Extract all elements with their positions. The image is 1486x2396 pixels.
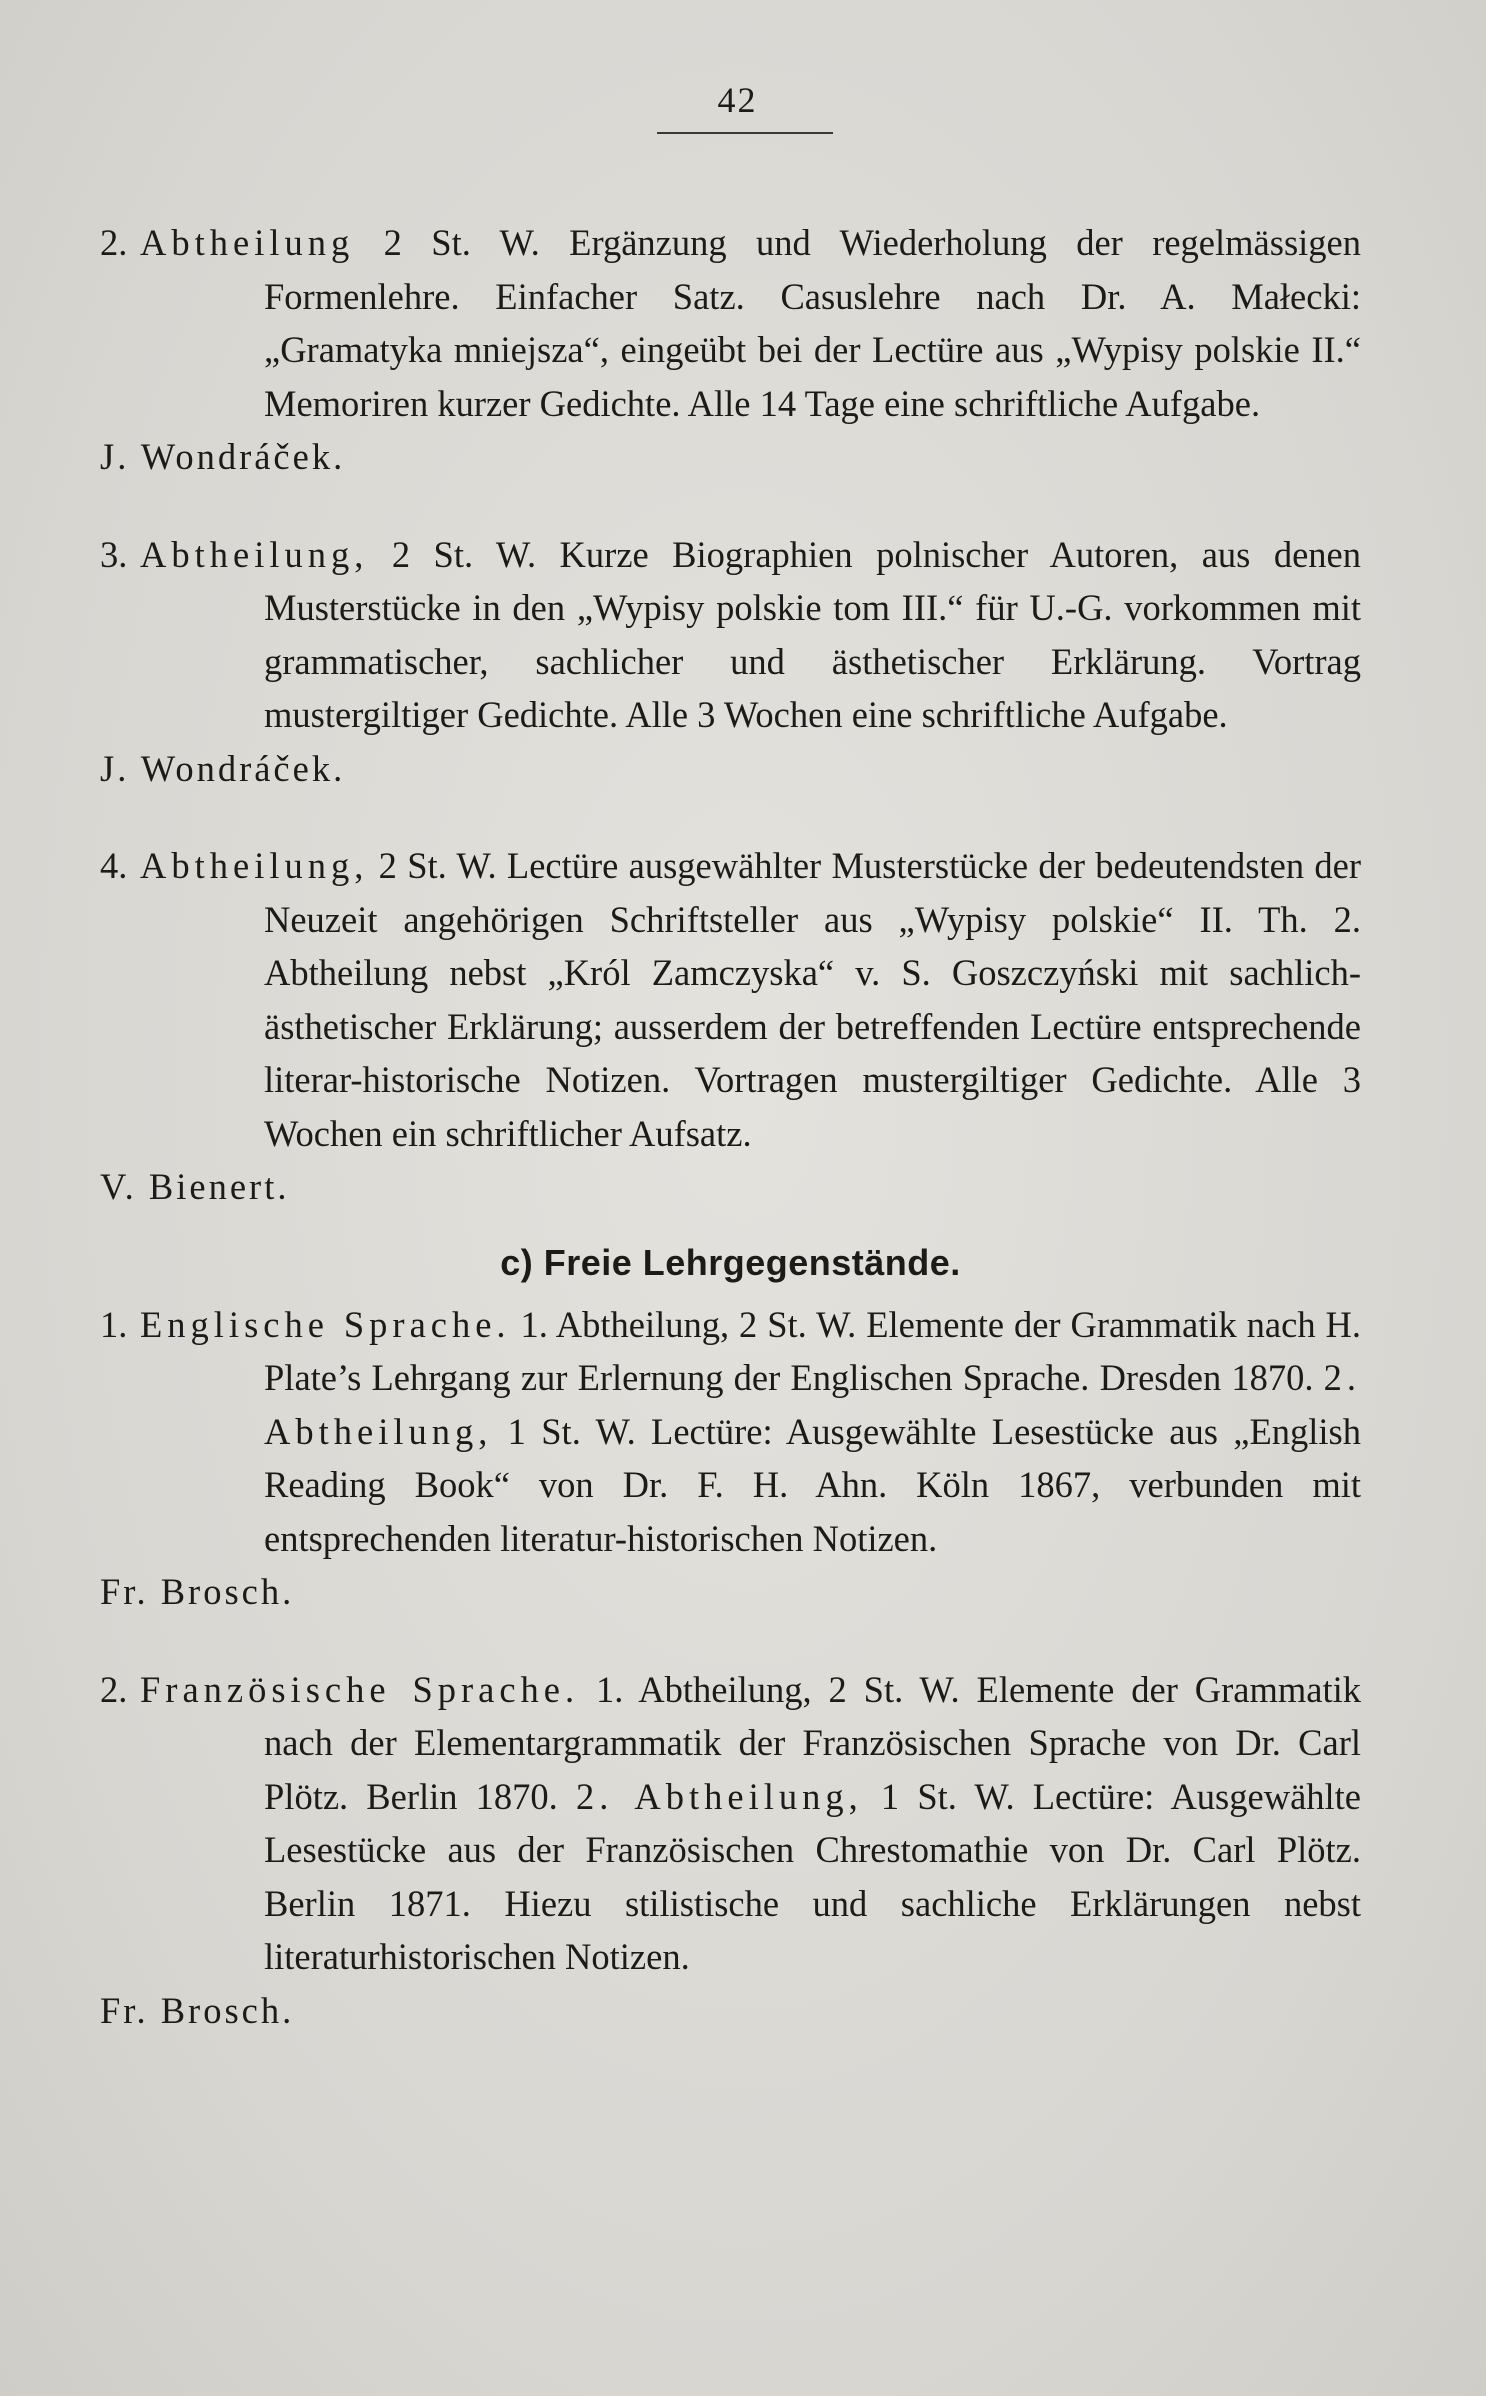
entry-subheading: 2. Abtheilung, (575, 1775, 863, 1817)
entry-signature: V. Bienert. (100, 1166, 290, 1207)
entry-number: 4. (100, 845, 128, 886)
entry-abtheilung-2 (100, 216, 1361, 484)
entry-heading: Französische Sprache. (140, 1668, 580, 1710)
entry-abtheilung-4 (100, 839, 1361, 1214)
entry-signature: J. Wondráček. (100, 436, 346, 477)
entry-text: 1 St. W. Lectüre: Ausgewählte Lesestücke aus „English Reading Book“ von Dr. F. H. Ahn. Köln 1867, verbunden mit entsprechenden literatur-historischen Notizen. (264, 1410, 1361, 1559)
entry-signature: Fr. Brosch. (100, 1571, 295, 1612)
entry-paragraph (100, 1663, 1361, 1984)
entry-number: 1. (100, 1303, 128, 1345)
page-number: 42 (717, 80, 758, 120)
entry-text: 2 St. W. Kurze Biographien polnischer Autoren, aus denen Musterstücke in den „Wypisy polskie tom III.“ für U.-G. vorkommen mit grammatischer, sachlicher und ästhetischer Erklärung. Vortrag mustergiltiger Gedichte. Alle 3 Wochen eine schriftliche Aufgabe. (264, 533, 1361, 735)
entry-text: 1 St. W. Lectüre: Ausgewählte Lesestücke aus der Französischen Chrestomathie von Dr. Carl Plötz. Berlin 1871. Hiezu stilistische und sachliche Erklärungen nebst literaturhistorischen Notizen. (264, 1775, 1361, 1977)
entry-paragraph (100, 216, 1361, 430)
entry-heading: Abtheilung (140, 222, 355, 263)
entry-number: 2. (100, 1668, 128, 1710)
entry-subheading: 2. Abtheilung, (264, 1357, 1361, 1452)
entry-abtheilung-3 (100, 528, 1361, 796)
entry-text: 2 St. W. Lectüre ausgewählter Musterstücke der bedeutendsten der Neuzeit angehörigen Schriftsteller aus „Wypisy polskie“ II. Th. 2. Abtheilung nebst „Król Zamczyska“ v. S. Goszczyński mit sachlich-ästhetischer Erklärung; ausserdem der betreffenden Lectüre entsprechende literar-historische Notizen. Vortragen mustergiltiger Gedichte. Alle 3 Wochen ein schriftlicher Aufsatz. (264, 845, 1361, 1154)
entry-signature: J. Wondráček. (100, 747, 346, 789)
entry-heading: Englische Sprache. (140, 1303, 511, 1345)
page-number-rule (657, 132, 833, 134)
entry-paragraph (100, 1298, 1361, 1566)
entry-paragraph (100, 528, 1361, 742)
entry-number: 2. (100, 222, 128, 263)
entry-franzoesische-sprache (100, 1663, 1361, 2038)
entry-text: 1. Abtheilung, 2 St. W. Elemente der Grammatik nach H. Plate’s Lehrgang zur Erlernung der Englischen Sprache. Dresden 1870. (264, 1303, 1361, 1398)
entry-number: 3. (100, 533, 128, 575)
entry-heading: Abtheilung, (140, 533, 369, 575)
entry-englische-sprache (100, 1298, 1361, 1619)
entry-signature: Fr. Brosch. (100, 1989, 295, 2031)
section-heading-freie-lehrgegenstaende: c) Freie Lehrgegenstände. (500, 1241, 961, 1283)
entry-paragraph (100, 839, 1361, 1160)
entry-text: 2 St. W. Ergänzung und Wiederholung der regelmässigen Formenlehre. Einfacher Satz. Casuslehre nach Dr. A. Małecki: „Gramatyka mniejsza“, eingeübt bei der Lectüre aus „Wypisy polskie II.“ Memoriren kurzer Gedichte. Alle 14 Tage eine schriftliche Aufgabe. (264, 222, 1361, 424)
entry-text: 1. Abtheilung, 2 St. W. Elemente der Grammatik nach der Elementargrammatik der Französischen Sprache von Dr. Carl Plötz. Berlin 1870. (264, 1668, 1361, 1817)
entry-heading: Abtheilung, (140, 845, 369, 886)
